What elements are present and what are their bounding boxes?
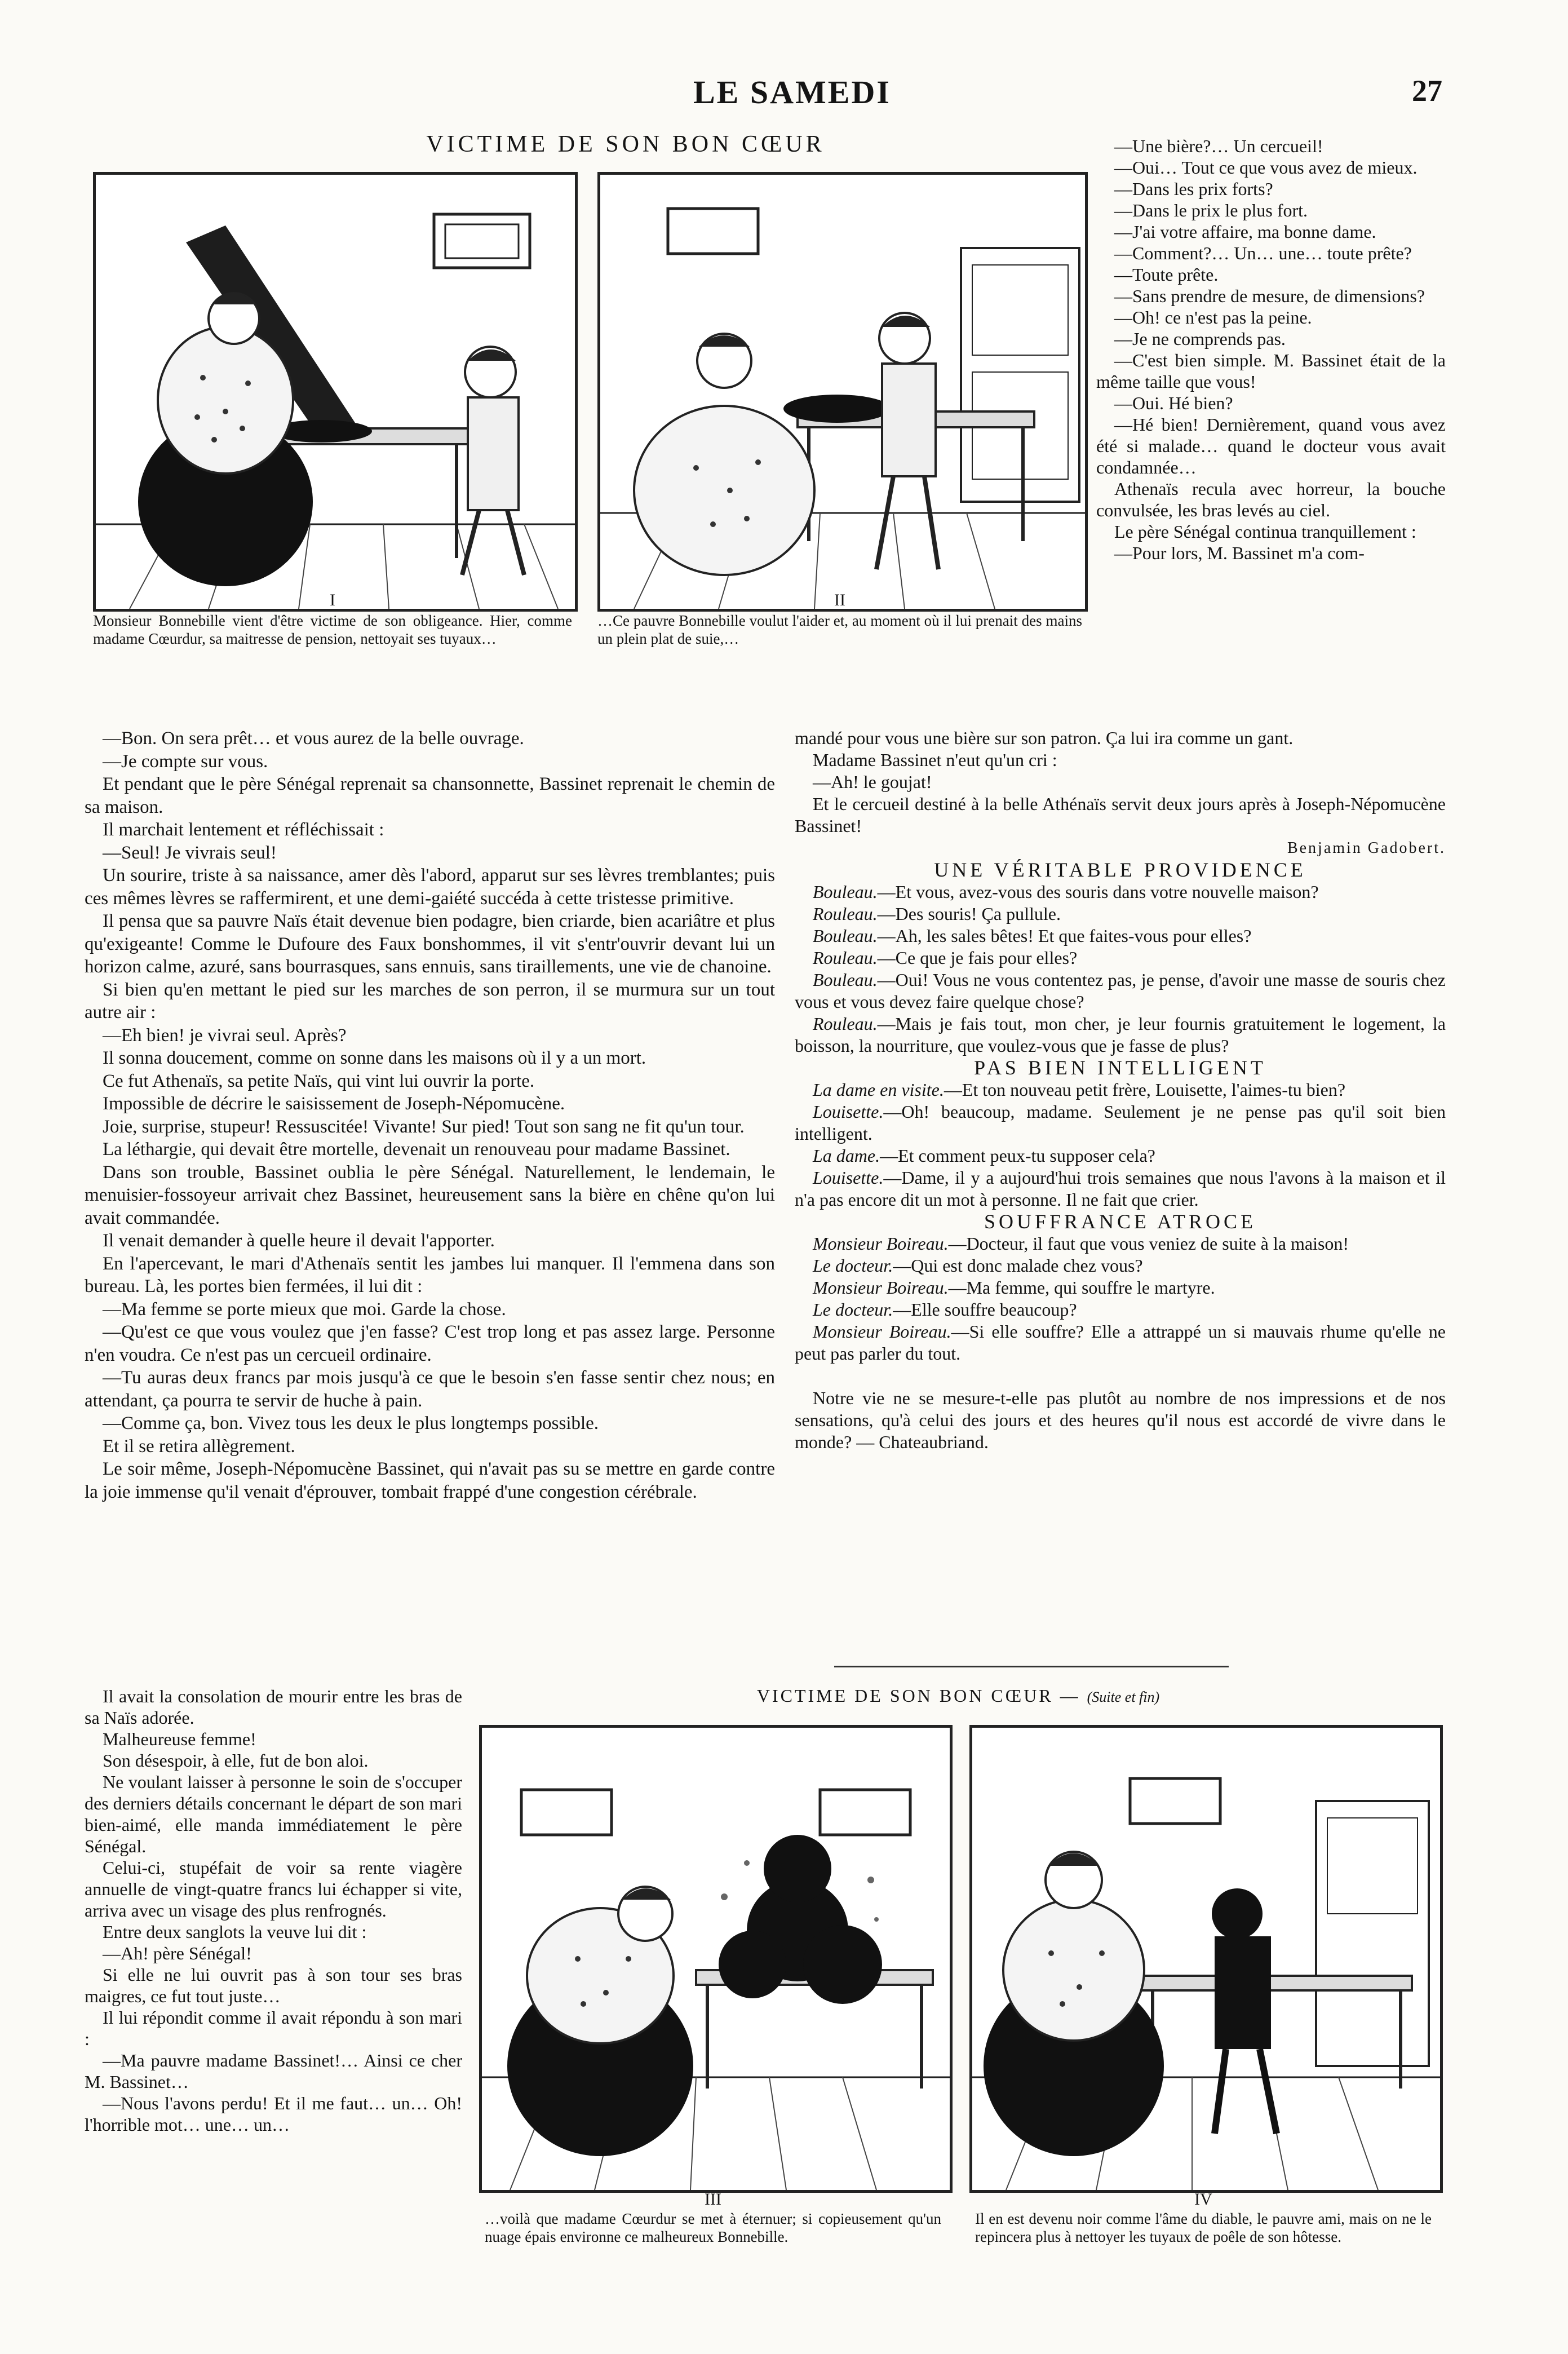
left-para: Impossible de décrire le saisissement de Joseph-Népomucène.: [103, 1094, 565, 1114]
dialogue-line: [795, 1145, 1446, 1167]
speaker: Rouleau.: [813, 1014, 878, 1034]
dialogue-line: [795, 1233, 1446, 1255]
dialogue-text: —Oui! Vous ne vous contentez pas, je pense, d'avoir une masse de souris chez vous et vous devez faire quelque chose?: [795, 970, 1446, 1012]
comic-panel-4-drawing: [972, 1728, 1440, 2190]
left-para: —Je compte sur vous.: [103, 751, 268, 772]
dialogue-text: —Dame, il y a aujourd'hui trois semaines que nous l'avons à la maison et il n'a pas encore dit un mot à personne. Il ne fait que crier.: [795, 1167, 1446, 1210]
author-signature: Benjamin Gadobert.: [1287, 839, 1446, 857]
speaker: Le docteur.: [813, 1299, 893, 1320]
speaker: Monsieur Boireau.: [813, 1321, 951, 1342]
comic-top-title: VICTIME DE SON BON CŒUR: [426, 131, 825, 157]
left-narrow-para: Si elle ne lui ouvrit pas à son tour ses bras maigres, ce fut tout juste…: [85, 1964, 462, 2006]
speaker: Louisette.: [813, 1101, 884, 1122]
left-narrow-para: —Ma pauvre madame Bassinet!… Ainsi ce cher M. Bassinet…: [85, 2050, 462, 2092]
right-top-para: —C'est bien simple. M. Bassinet était de la même taille que vous!: [1096, 350, 1446, 392]
dialogue-text: —Ce que je fais pour elles?: [877, 948, 1078, 968]
panel-2-number: II: [834, 591, 845, 609]
comic-panel-4: [969, 1725, 1443, 2193]
right-top-column: [1096, 135, 1446, 564]
left-para: Il venait demander à quelle heure il devait l'apporter.: [103, 1231, 495, 1251]
dialogue-text: —Et comment peux-tu supposer cela?: [880, 1145, 1155, 1166]
left-para: —Comme ça, bon. Vivez tous les deux le plus longtemps possible.: [103, 1413, 599, 1433]
left-narrow-para: Entre deux sanglots la veuve lui dit :: [103, 1922, 367, 1942]
speaker: Rouleau.: [813, 904, 878, 924]
speaker: Monsieur Boireau.: [813, 1233, 949, 1254]
left-para: —Tu auras deux francs par mois jusqu'à ce que le besoin s'en fasse sentir chez nous; en attendant, ça pourra te servir de huche à pain.: [85, 1368, 775, 1411]
dialogue-text: —Des souris! Ça pullule.: [877, 904, 1061, 924]
dialogue-line: [795, 1013, 1446, 1057]
left-para: Et pendant que le père Sénégal reprenait sa chansonnette, Bassinet reprenait le chemin de sa maison.: [85, 774, 775, 817]
comic-panel-3-drawing: [482, 1728, 950, 2190]
speaker: Bouleau.: [813, 882, 878, 902]
right-column: [795, 727, 1446, 1453]
dialogue-text: —Et ton nouveau petit frère, Louisette, l'aimes-tu bien?: [944, 1079, 1346, 1100]
dialogue-line: [795, 925, 1446, 947]
right-para: mandé pour vous une bière sur son patron. Ça lui ira comme un gant.: [795, 728, 1294, 748]
left-narrow-para: Son désespoir, à elle, fut de bon aloi.: [103, 1750, 369, 1771]
right-top-para: —Oui… Tout ce que vous avez de mieux.: [1114, 157, 1418, 178]
left-narrow-para: Celui-ci, stupéfait de voir sa rente viagère annuelle de vingt-quatre francs lui échapper si vite, arriva avec un visage des plus renfrognés.: [85, 1857, 462, 1921]
left-para: —Qu'est ce que vous voulez que j'en fasse? C'est trop long et pas assez large. Personne n'en voudra. Ce n'est pas un cercueil ordinaire.: [85, 1322, 775, 1365]
right-para: Et le cercueil destiné à la belle Athénaïs servit deux jours après à Joseph-Népomucène Bassinet!: [795, 794, 1446, 836]
right-top-para: Athenaïs recula avec horreur, la bouche convulsée, les bras levés au ciel.: [1096, 479, 1446, 520]
speaker: Monsieur Boireau.: [813, 1277, 949, 1298]
speaker: La dame.: [813, 1145, 880, 1166]
dialogue-text: —Elle souffre beaucoup?: [893, 1299, 1077, 1320]
right-top-para: —Oh! ce n'est pas la peine.: [1114, 307, 1312, 328]
left-para: Et il se retira allègrement.: [103, 1436, 295, 1457]
right-top-para: —Sans prendre de mesure, de dimensions?: [1114, 286, 1425, 306]
dialogue-text: —Oh! beaucoup, madame. Seulement je ne pense pas qu'il soit bien intelligent.: [795, 1101, 1446, 1144]
comic-panel-1: [93, 172, 578, 612]
right-top-para: —Hé bien! Dernièrement, quand vous avez été si malade… quand le docteur vous avait condamnée…: [1096, 414, 1446, 477]
right-top-para: —Comment?… Un… une… toute prête?: [1114, 243, 1412, 263]
panel-1-caption: Monsieur Bonnebille vient d'être victime de son obligeance. Hier, comme madame Cœurdur, sa maitresse de pension, nettoyait ses tuyaux…: [93, 612, 572, 647]
speaker: Bouleau.: [813, 926, 878, 946]
left-para: Il marchait lentement et réfléchissait :: [103, 820, 384, 840]
dialogue-text: —Mais je fais tout, mon cher, je leur fournis gratuitement le logement, la boisson, la nourriture, que voulez-vous que je fasse de plus?: [795, 1014, 1446, 1056]
dialogue-line: [795, 903, 1446, 925]
dialogue-line: [795, 947, 1446, 969]
dialogue-line: [795, 1101, 1446, 1145]
left-narrow-para: Ne voulant laisser à personne le soin de s'occuper des derniers détails concernant le départ de son mari bien-aimé, elle manda immédiatement le père Sénégal.: [85, 1772, 462, 1856]
right-top-para: —Une bière?… Un cercueil!: [1114, 136, 1323, 156]
left-narrow-para: Il lui répondit comme il avait répondu à son mari :: [85, 2007, 462, 2049]
left-para: Il sonna doucement, comme on sonne dans les maisons où il y a un mort.: [103, 1048, 646, 1068]
left-para: —Seul! Je vivrais seul!: [103, 842, 277, 863]
left-narrow-para: —Ah! père Sénégal!: [103, 1943, 252, 1963]
section-title: UNE VÉRITABLE PROVIDENCE: [934, 859, 1306, 881]
left-narrow-para: Il avait la consolation de mourir entre les bras de sa Naïs adorée.: [85, 1686, 462, 1728]
panel-4-caption: Il en est devenu noir comme l'âme du diable, le pauvre ami, mais on ne le repincera plus à nettoyer les tuyaux de poêle de son hôtesse.: [975, 2210, 1432, 2245]
left-column: [85, 727, 775, 1503]
right-top-para: —Oui. Hé bien?: [1114, 393, 1233, 413]
left-para: Joie, surprise, stupeur! Ressuscitée! Vivante! Sur pied! Tout son sang ne fit qu'un tour.: [103, 1116, 745, 1137]
right-top-para: —Dans les prix forts?: [1114, 179, 1273, 199]
page-number: 27: [1412, 74, 1442, 108]
left-para: La léthargie, qui devait être mortelle, devenait un renouveau pour madame Bassinet.: [103, 1139, 730, 1160]
left-para: Si bien qu'en mettant le pied sur les marches de son perron, il se murmura sur un tout autre air :: [85, 979, 775, 1023]
dialogue-text: —Et vous, avez-vous des souris dans votre nouvelle maison?: [877, 882, 1319, 902]
right-top-para: Le père Sénégal continua tranquillement :: [1114, 521, 1416, 542]
dialogue-text: —Ah, les sales bêtes! Et que faites-vous pour elles?: [877, 926, 1252, 946]
speaker: Louisette.: [813, 1167, 884, 1188]
comic-panel-2-drawing: [600, 175, 1085, 609]
panel-3-caption: …voilà que madame Cœurdur se met à éternuer; si copieusement qu'un nuage épais environne ce malheureux Bonnebille.: [485, 2210, 941, 2245]
right-para: —Ah! le goujat!: [813, 772, 932, 792]
comic-panel-1-drawing: [96, 175, 575, 609]
dialogue-text: —Si elle souffre? Elle a attrappé un si mauvais rhume qu'elle ne peut pas parler du tout.: [795, 1321, 1446, 1364]
left-para: Le soir même, Joseph-Népomucène Bassinet, qui n'avait pas su se mettre en garde contre la joie immense qu'il venait d'éprouver, tombait frappé d'une congestion cérébrale.: [85, 1459, 775, 1502]
speaker: La dame en visite.: [813, 1079, 944, 1100]
dialogue-line: [795, 969, 1446, 1013]
quote: Notre vie ne se mesure-t-elle pas plutôt au nombre de nos impressions et de nos sensations, qu'à celui des jours et des heures qu'il nous est accordé de vivre dans le monde? — Chateaubriand.: [795, 1388, 1446, 1452]
speaker: Bouleau.: [813, 970, 878, 990]
left-para: En l'apercevant, le mari d'Athenaïs sentit les jambes lui manquer. Il l'emmena dans son bureau. Là, les portes bien fermées, il lui dit :: [85, 1253, 775, 1297]
panel-4-number: IV: [1194, 2190, 1212, 2209]
left-para: Ce fut Athenaïs, sa petite Naïs, qui vint lui ouvrir la porte.: [103, 1070, 535, 1091]
left-para: —Eh bien! je vivrai seul. Après?: [103, 1025, 347, 1046]
dialogue-line: [795, 1255, 1446, 1277]
left-para: —Ma femme se porte mieux que moi. Garde la chose.: [103, 1299, 506, 1320]
left-para: Un sourire, triste à sa naissance, amer dès l'abord, apparut sur ses lèvres tremblantes; puis ces mêmes lèvres se raffermirent, et une demi-gaiété succéda à cette tristesse primitive.: [85, 865, 775, 909]
left-narrow-column: [85, 1685, 462, 2135]
dialogue-line: [795, 1277, 1446, 1299]
speaker: Le docteur.: [813, 1255, 893, 1276]
dialogue-line: [795, 1167, 1446, 1211]
left-narrow-para: —Nous l'avons perdu! Et il me faut… un… Oh! l'horrible mot… une… un…: [85, 2093, 462, 2135]
dialogue-line: [795, 1299, 1446, 1321]
left-para: Il pensa que sa pauvre Naïs était devenue bien podagre, bien criarde, bien acariâtre et plus qu'exigeante! Comme le Dufoure des Faux bonshommes, il vit s'entr'ouvrir devant lui un horizon calme, azuré, sans bourrasques, sans ennuis, sans tiraillements, une vie de chanoine.: [85, 911, 775, 977]
comic-bottom-title: VICTIME DE SON BON CŒUR —: [756, 1685, 1080, 1706]
dialogue-text: —Docteur, il faut que vous veniez de suite à la maison!: [948, 1233, 1349, 1254]
panel-3-number: III: [705, 2190, 721, 2209]
comic-bottom-subtitle: (Suite et fin): [1087, 1689, 1160, 1705]
dialogue-text: —Qui est donc malade chez vous?: [893, 1255, 1143, 1276]
masthead: LE SAMEDI: [693, 74, 891, 110]
left-narrow-para: Malheureuse femme!: [103, 1729, 256, 1749]
dialogue-line: [795, 881, 1446, 903]
dialogue-line: [795, 1079, 1446, 1101]
right-top-para: —Je ne comprends pas.: [1114, 329, 1286, 349]
right-para: Madame Bassinet n'eut qu'un cri :: [813, 750, 1057, 770]
divider-rule: [834, 1666, 1229, 1667]
comic-panel-3: [479, 1725, 953, 2193]
right-top-para: —J'ai votre affaire, ma bonne dame.: [1114, 222, 1376, 242]
section-title: PAS BIEN INTELLIGENT: [974, 1056, 1266, 1079]
comic-bottom-heading: [479, 1685, 1437, 1706]
dialogue-line: [795, 1321, 1446, 1365]
panel-2-caption: …Ce pauvre Bonnebille voulut l'aider et, au moment où il lui prenait des mains un plein plat de suie,…: [597, 612, 1082, 647]
dialogue-text: —Ma femme, qui souffre le martyre.: [948, 1277, 1215, 1298]
comic-panel-2: [597, 172, 1088, 612]
right-top-para: —Toute prête.: [1114, 264, 1219, 285]
left-para: Dans son trouble, Bassinet oublia le père Sénégal. Naturellement, le lendemain, le menuisier-fossoyeur arrivait chez Bassinet, heureusement sans la bière en chêne qu'on lui avait commandée.: [85, 1162, 775, 1228]
left-para: —Bon. On sera prêt… et vous aurez de la belle ouvrage.: [103, 728, 524, 749]
right-top-para: —Pour lors, M. Bassinet m'a com-: [1114, 543, 1365, 563]
right-top-para: —Dans le prix le plus fort.: [1114, 200, 1308, 220]
section-title: SOUFFRANCE ATROCE: [984, 1210, 1257, 1233]
speaker: Rouleau.: [813, 948, 878, 968]
panel-1-number: I: [330, 591, 335, 609]
